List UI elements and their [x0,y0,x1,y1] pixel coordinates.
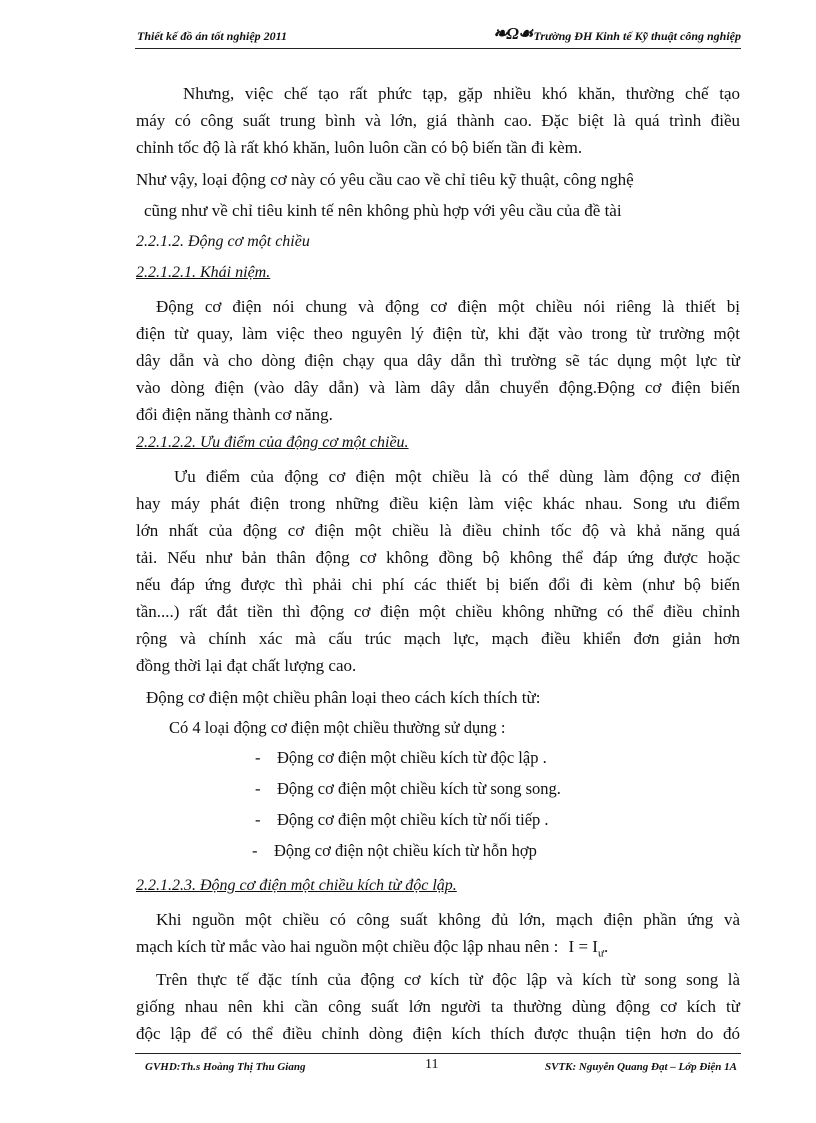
section-heading: 2.2.1.2.1. Khái niệm. [136,264,271,281]
text-line: dây dẫn và cho dòng điện chạy qua dây dẫn thì trường sẽ tác dụng một lực từ [136,351,740,370]
footer-advisor: GVHD:Th.s Hoàng Thị Thu Giang [145,1061,306,1073]
text-line: Động cơ điện nói chung và động cơ điện một chiều nói riêng là thiết bị [156,297,740,316]
text-line: hay máy phát điện trong những điều kiện làm việc khác nhau. Song ưu điểm [136,494,740,513]
text-line: tần....) rất đắt tiền thì động cơ điện một chiều không những có thể điều chỉnh [136,602,740,621]
text-line: Như vậy, loại động cơ này có yêu cầu cao về chỉ tiêu kỹ thuật, công nghệ [136,170,634,189]
paragraph-1 [136,80,740,161]
text-line: Khi nguồn một chiều có công suất không đủ lớn, mạch điện phần ứng và [156,910,740,929]
list-item-text: Động cơ điện một chiều kích từ nối tiếp . [277,810,549,829]
text-line: chỉnh tốc độ là rất khó khăn, luôn luôn cần có bộ biến tần đi kèm. [136,138,583,157]
list-item [255,748,561,779]
list-item [252,841,561,872]
header-left: Thiết kế đồ án tốt nghiệp 2011 [137,29,288,43]
text-line: Ưu điểm của động cơ điện một chiều là có thể dùng làm động cơ điện [174,467,740,486]
list-item-text: Động cơ điện một chiều kích từ độc lập . [277,748,547,767]
list-item-text: Động cơ điện nột chiều kích từ hỗn hợp [274,841,537,860]
text-line: tải. Nếu như bản thân động cơ không đồng bộ không thể đáp ứng được hoặc [136,548,740,567]
paragraph-7 [136,906,740,967]
formula-subscript: ư [597,947,604,960]
paragraph-8 [136,966,740,1047]
section-heading: 2.2.1.2.3. Động cơ điện một chiều kích từ độc lập. [136,877,457,894]
page-header [135,24,741,49]
text-line: Trên thực tế đặc tính của động cơ kích từ độc lập và kích từ song song là [156,970,740,989]
text-line: cũng như về chỉ tiêu kinh tế nên không phù hợp với yêu cầu của đề tài [144,201,622,220]
paragraph-4 [136,463,740,679]
page-footer [135,1053,741,1073]
paragraph-3 [136,293,740,428]
section-heading: 2.2.1.2.2. Ưu điểm của động cơ một chiều. [136,434,409,451]
list-item [255,779,561,810]
text-line: rộng và chính xác mà cấu trúc mạch lực, mạch điều khiển đơn giản hơn [136,629,740,648]
footer-student: SVTK: Nguyễn Quang Đạt – Lớp Điện 1A [544,1061,737,1073]
text-line: giống nhau nên khi cần công suất lớn người ta thường dùng động cơ kích từ [136,997,740,1016]
text-line: độc lập để có thể điều chỉnh dòng điện kích thích được thuận tiện hơn do đó [136,1024,740,1043]
page-number: 11 [425,1057,439,1072]
types-intro: Có 4 loại động cơ điện một chiều thường sử dụng : [169,718,506,737]
header-ornament: ❧Ω☙ [493,24,533,43]
text-line-part: mạch kích từ mắc vào hai nguồn một chiều độc lập nhau nên : [136,937,559,956]
paragraph-2 [136,166,740,224]
formula [568,937,609,960]
motor-type-list [252,748,561,872]
list-dash: - [252,841,258,860]
list-item [255,810,561,841]
text-line: vào dòng điện (vào dây dẫn) và làm dây dẫn chuyển động.Động cơ điện biến [136,378,740,397]
header-right: Trường ĐH Kinh tế Kỹ thuật công nghiệp [533,29,741,43]
section-heading: 2.2.1.2. Động cơ một chiều [136,233,310,250]
text-line: nếu đáp ứng được thì phải chi phí các thiết bị biến đổi đi kèm (như bộ biến [136,575,740,594]
list-dash: - [255,779,261,798]
text-line: đồng thời lại đạt chất lượng cao. [136,656,357,675]
text-line [136,933,740,967]
list-dash: - [255,810,261,829]
text-line: máy có công suất trung bình và lớn, giá thành cao. Đặc biệt là quá trình điều [136,111,740,130]
text-line: lớn nhất của động cơ điện một chiều là điều chỉnh tốc độ và khả năng quá [136,521,740,540]
text-line: điện từ quay, làm việc theo nguyên lý điện từ, khi đặt vào trong từ trường một [136,324,740,343]
classification-intro: Động cơ điện một chiều phân loại theo cách kích thích từ: [146,688,541,707]
list-dash: - [255,748,261,767]
formula-tail: . [603,937,609,956]
text-line: đổi điện năng thành cơ năng. [136,405,333,424]
text-line: Nhưng, việc chế tạo rất phức tạp, gặp nhiều khó khăn, thường chế tạo [183,84,740,103]
list-item-text: Động cơ điện một chiều kích từ song song. [277,779,561,798]
formula-lhs: I = I [568,937,598,956]
